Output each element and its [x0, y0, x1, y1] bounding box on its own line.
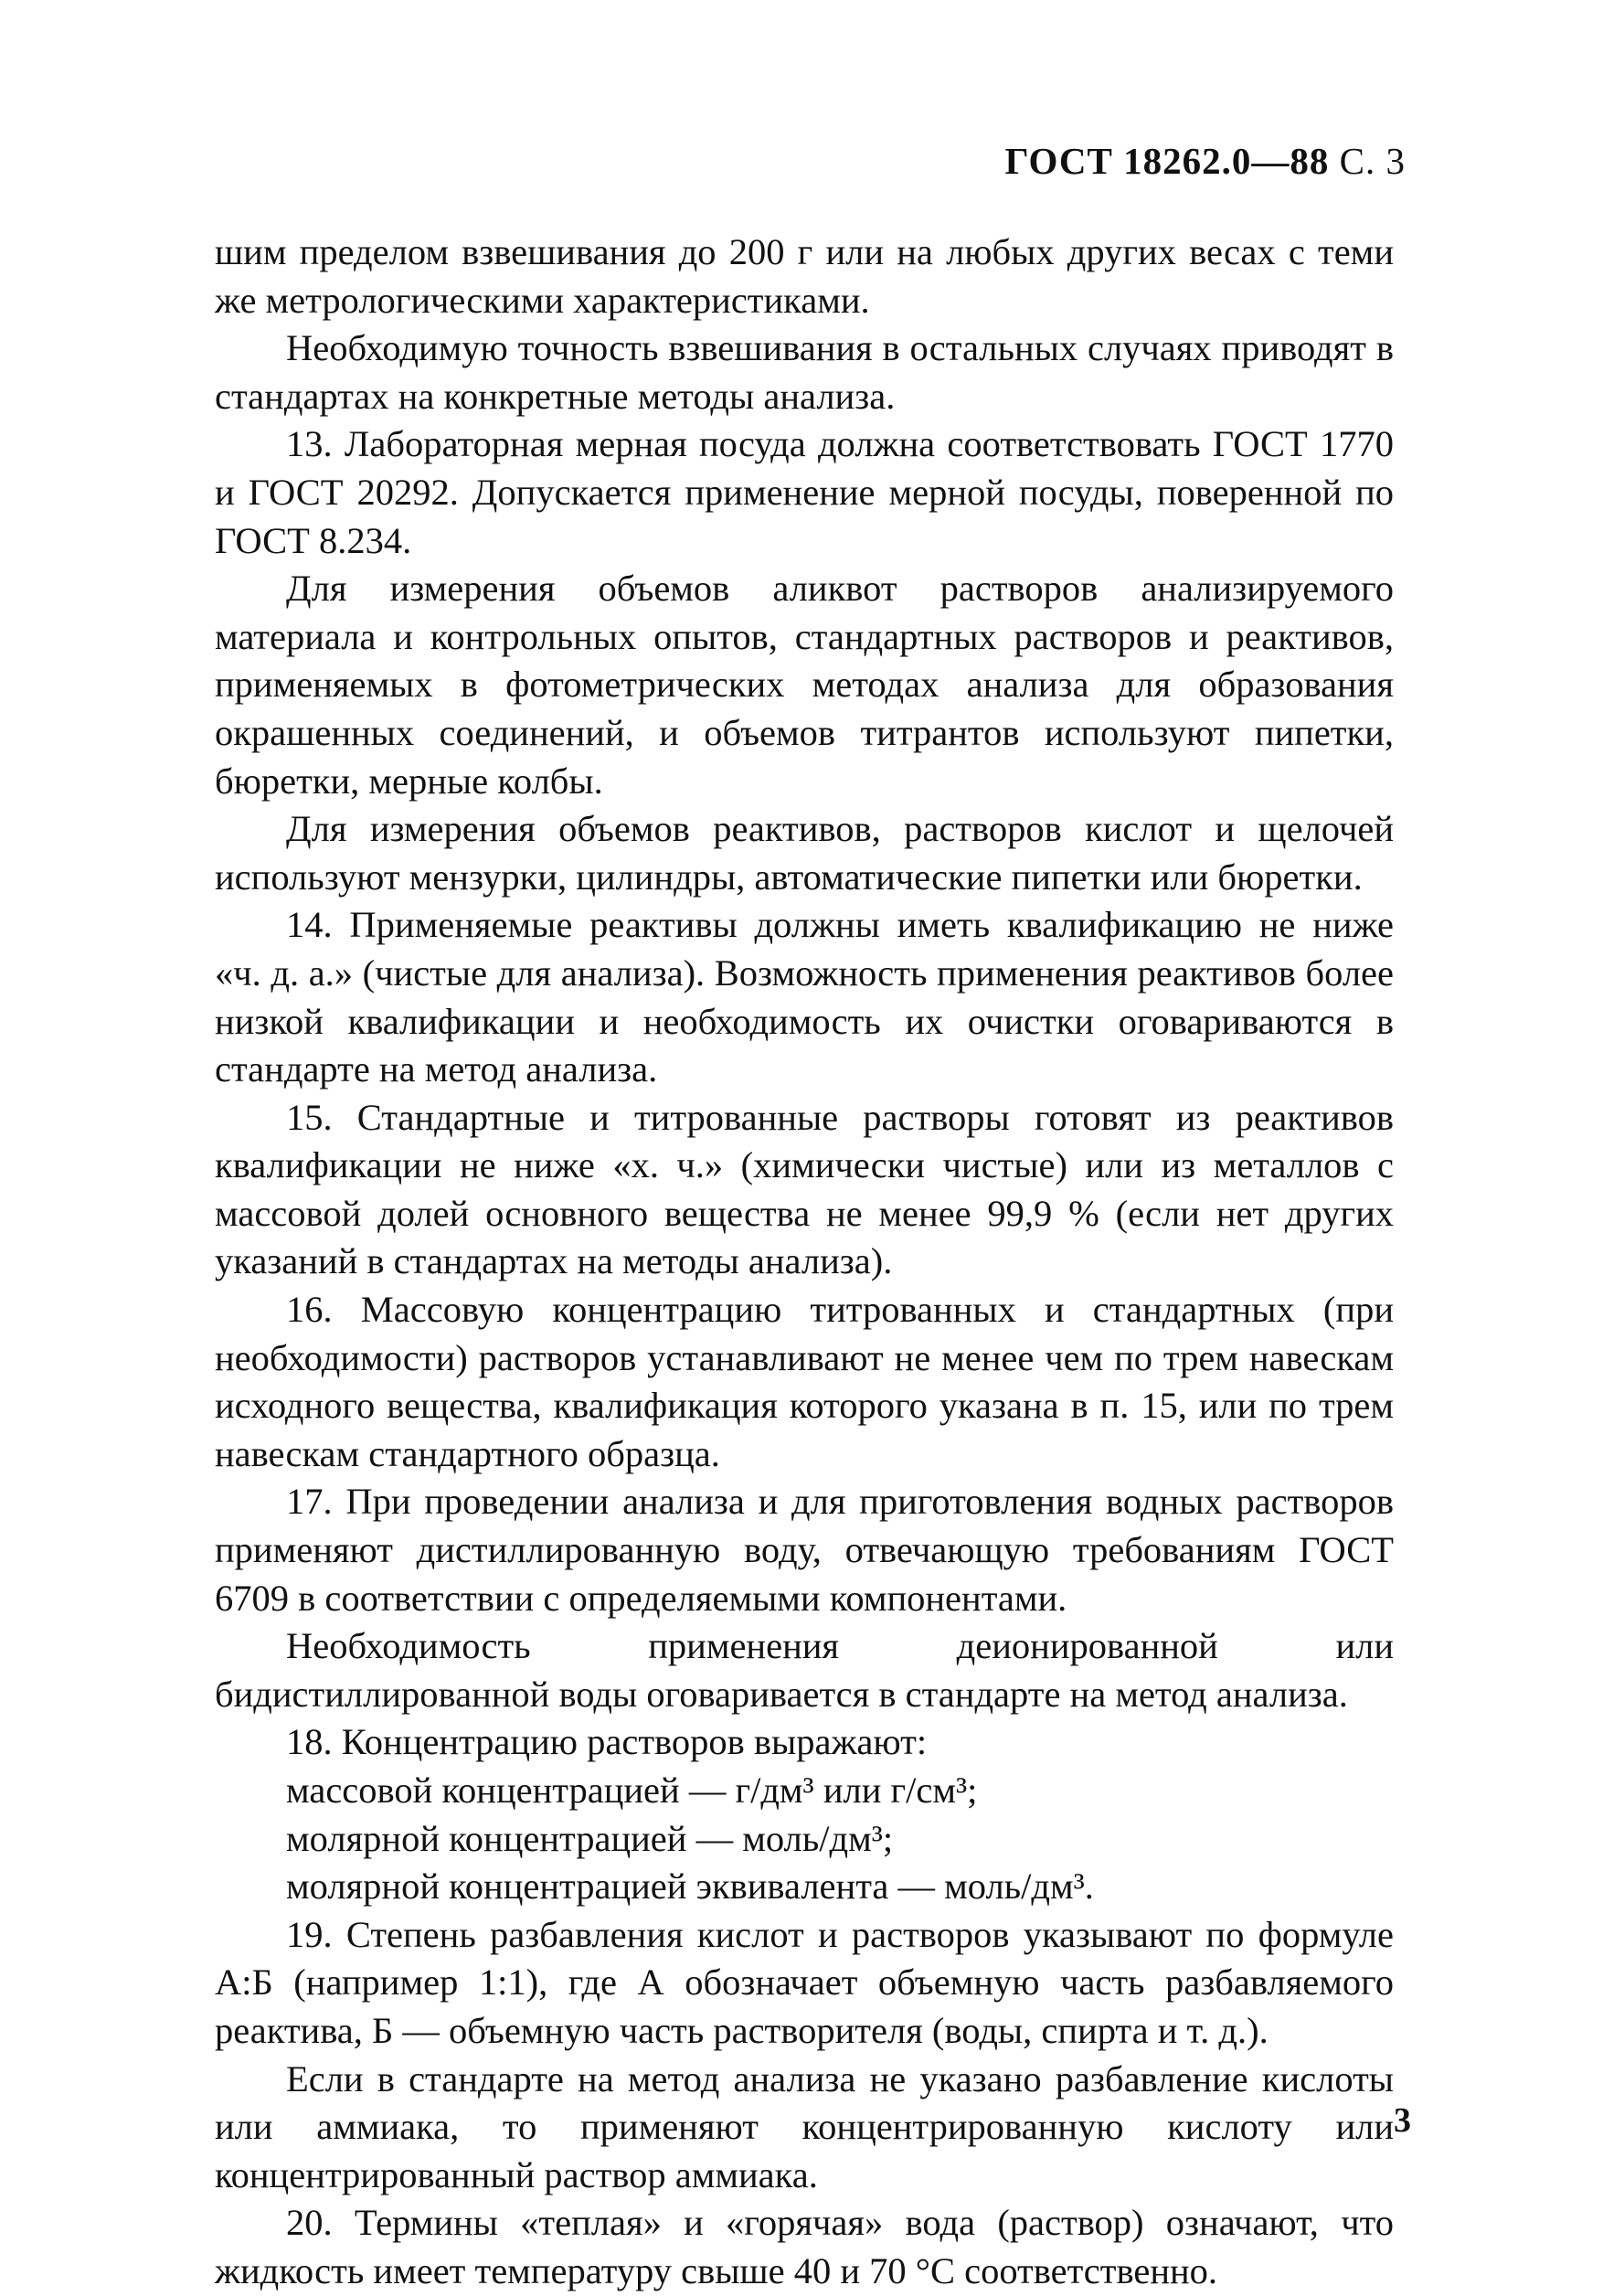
clause-20: 20. Термины «теплая» и «горячая» вода (раствор) означают, что жидкость имеет температуру свыше 40 и 70 °С соответственно.	[215, 2202, 1394, 2291]
paragraph: Для измерения объемов реактивов, растворов кислот и щелочей используют мензурки, цилиндры, автоматические пипетки или бюретки.	[215, 808, 1394, 898]
paragraph: шим пределом взвешивания до 200 г или на любых других весах с теми же метрологическими характеристиками.	[215, 231, 1394, 321]
clause-19: 19. Степень разбавления кислот и растворов указывают по формуле А:Б (например 1:1), где А обозначает объемную часть разбавляемого реактива, Б — объемную часть растворителя (воды, спирта и т. д.).	[215, 1913, 1394, 2051]
paragraph: Для измерения объемов аликвот растворов анализируемого материала и контрольных опытов, стандартных растворов и реактивов, применяемых в фотометрических методах анализа для образования окрашенных соединений, и объемов титрантов используют пипетки, бюретки, мерные колбы.	[215, 568, 1394, 802]
running-header	[1004, 139, 1406, 183]
clause-14: 14. Применяемые реактивы должны иметь квалификацию не ниже «ч. д. а.» (чистые для анализа). Возможность применения реактивов более низкой квалификации и необходимость их очистки оговариваются в стандарте на метод анализа.	[215, 904, 1394, 1090]
body-text	[215, 229, 1394, 2296]
header-page-label: С. 3	[1339, 140, 1406, 182]
list-item: молярной концентрацией эквивалента — моль/дм³.	[286, 1866, 1094, 1908]
list-item: молярной концентрацией — моль/дм³;	[286, 1817, 894, 1859]
standard-code: ГОСТ 18262.0—88	[1004, 140, 1330, 182]
clause-16: 16. Массовую концентрацию титрованных и стандартных (при необходимости) растворов устанавливают не менее чем по трем навескам исходного вещества, квалификация которого указана в п. 15, или по трем навескам стандартного образца.	[215, 1289, 1394, 1474]
list-item: массовой концентрацией — г/дм³ или г/см³;	[286, 1770, 978, 1811]
clause-17: 17. При проведении анализа и для приготовления водных растворов применяют дистиллированную воду, отвечающую требованиям ГОСТ 6709 в соответствии с определяемыми компонентами.	[215, 1481, 1394, 1619]
paragraph: Необходимость применения деионированной или бидистиллированной воды оговаривается в стандарте на метод анализа.	[215, 1625, 1394, 1715]
paragraph: Необходимую точность взвешивания в остальных случаях приводят в стандартах на конкретные методы анализа.	[215, 327, 1394, 417]
paragraph: Если в стандарте на метод анализа не указано разбавление кислоты или аммиака, то применяют концентрированную кислоту или концентрированный раствор аммиака.	[215, 2057, 1394, 2195]
clause-13: 13. Лабораторная мерная посуда должна соответствовать ГОСТ 1770 и ГОСТ 20292. Допускается применение мерной посуды, поверенной по ГОСТ 8.234.	[215, 423, 1394, 561]
clause-15: 15. Стандартные и титрованные растворы готовят из реактивов квалификации не ниже «х. ч.» (химически чистые) или из металлов с массовой долей основного вещества не менее 99,9 % (если нет других указаний в стандартах на методы анализа).	[215, 1096, 1394, 1282]
clause-18: 18. Концентрацию растворов выражают:	[286, 1721, 928, 1763]
page-number: 3	[1394, 2101, 1411, 2140]
